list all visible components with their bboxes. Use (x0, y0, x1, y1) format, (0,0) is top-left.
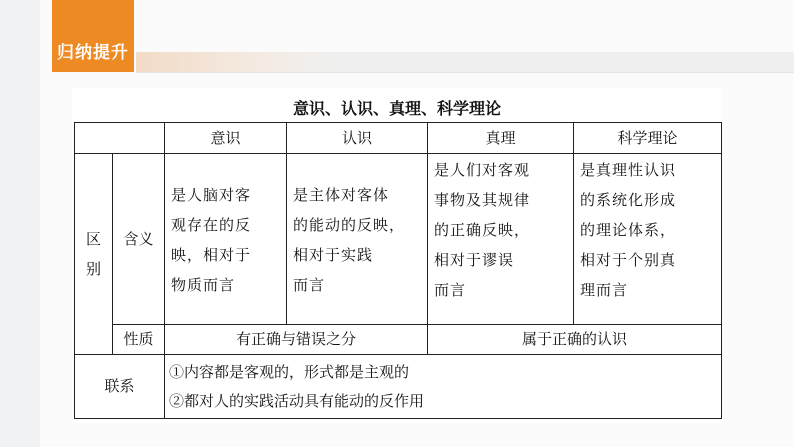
definition-line: 映，相对于 (171, 245, 252, 264)
connection-cell (165, 355, 722, 419)
group-label-char: 别 (85, 260, 101, 278)
definition-line: 而言 (434, 281, 467, 299)
definition-cell (428, 154, 574, 325)
definition-line: 的能动的反映， (293, 215, 406, 234)
definition-line: 是人们对客观 (434, 161, 531, 179)
header-bar (136, 52, 794, 73)
section-badge (52, 0, 134, 72)
table-row-meaning (75, 154, 722, 325)
definition-cell (574, 154, 722, 325)
definition-line: 事物及其规律 (434, 191, 531, 209)
connection-line: ①内容都是客观的，形式都是主观的 (169, 362, 410, 381)
row-label: 含义 (113, 154, 165, 325)
definition-line: 是人脑对客 (171, 185, 252, 204)
definition-line: 相对于实践 (293, 245, 374, 264)
table-row-nature (75, 325, 722, 355)
definition-line: 相对于个别真 (580, 251, 677, 269)
column-header: 科学理论 (574, 123, 722, 154)
definition-line: 而言 (293, 275, 326, 294)
definition-line: 是主体对客体 (293, 185, 390, 204)
section-badge-label: 归纳提升 (57, 43, 129, 63)
nature-cell-left: 有正确与错误之分 (165, 325, 428, 355)
column-header: 意识 (165, 123, 287, 154)
definition-line: 相对于谬误 (434, 251, 515, 269)
definition-line: 理而言 (580, 281, 629, 299)
corner-cell (75, 123, 165, 154)
comparison-table (74, 122, 722, 419)
row-label: 联系 (75, 355, 165, 419)
column-header: 认识 (287, 123, 428, 154)
group-label-cell (75, 154, 113, 355)
definition-line: 的理论体系， (580, 221, 677, 239)
definition-line: 是真理性认识 (580, 161, 677, 179)
nature-cell-right: 属于正确的认识 (428, 325, 722, 355)
table-header-row (75, 123, 722, 154)
column-header: 真理 (428, 123, 574, 154)
table-title: 意识、认识、真理、科学理论 (292, 99, 501, 118)
definition-line: 观存在的反 (171, 215, 252, 234)
definition-line: 的正确反映， (434, 221, 531, 239)
definition-line: 的系统化形成 (580, 191, 677, 209)
connection-line: ②都对人的实践活动具有能动的反作用 (169, 391, 425, 410)
group-label-char: 区 (85, 230, 101, 248)
definition-cell (165, 154, 287, 325)
table-row-connection (75, 355, 722, 419)
row-label: 性质 (113, 325, 165, 355)
document-panel (72, 88, 722, 423)
definition-line: 物质而言 (171, 275, 236, 294)
definition-cell (287, 154, 428, 325)
